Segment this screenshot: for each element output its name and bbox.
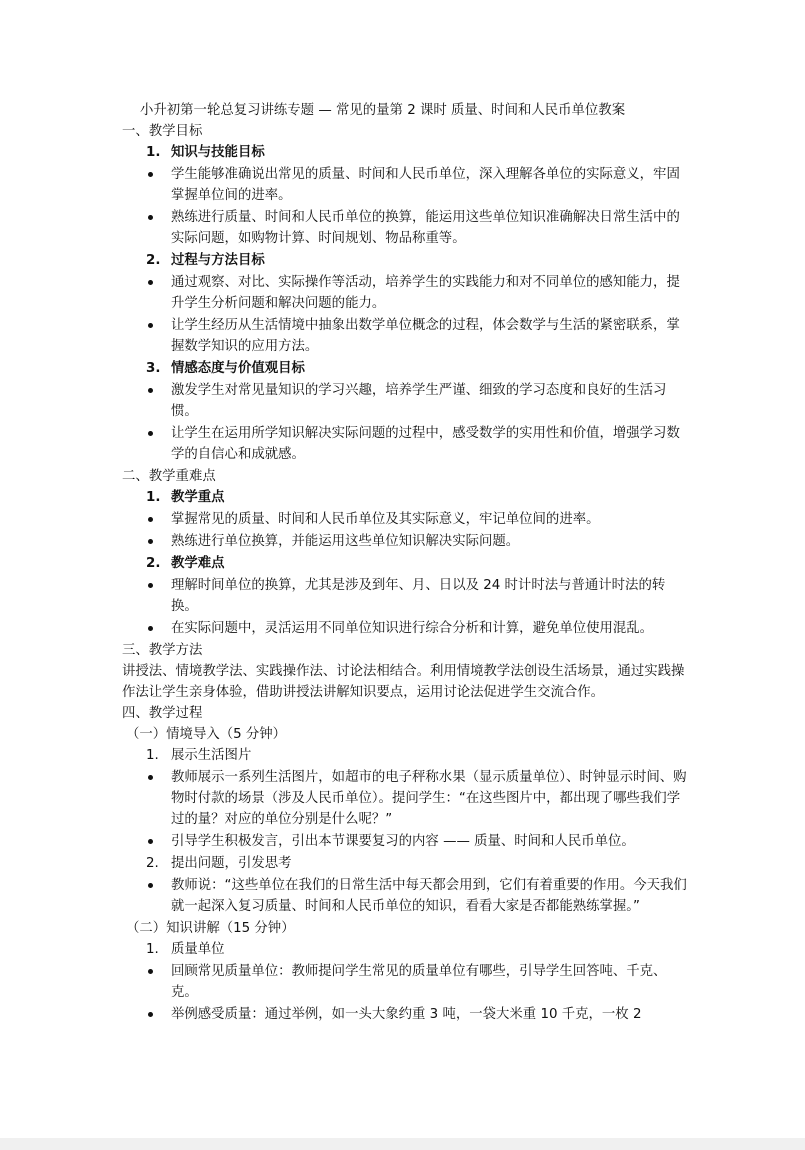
- bullet-icon: [146, 207, 171, 249]
- bullet-text: 理解时间单位的换算，尤其是涉及到年、月、日以及 24 时计时法与普通计时法的转换。: [171, 578, 666, 614]
- bullet-icon: [146, 509, 171, 530]
- bullet-icon: [146, 272, 171, 314]
- bullet-icon: [146, 423, 171, 465]
- bullet-icon: [146, 1004, 171, 1025]
- item-number: 1.: [146, 145, 161, 160]
- item-number: 1.: [146, 748, 159, 763]
- section-heading-goals: 一、教学目标: [122, 124, 203, 139]
- numbered-item: [146, 745, 687, 766]
- bullet-item: [146, 961, 687, 1003]
- bullet-item: [146, 509, 687, 530]
- item-label: 提出问题，引发思考: [171, 856, 292, 871]
- item-label: 教学难点: [171, 556, 225, 571]
- bullet-text: 举例感受质量：通过举例，如一头大象约重 3 吨，一袋大米重 10 千克，一枚 2: [171, 1007, 642, 1022]
- item-label: 情感态度与价值观目标: [171, 361, 305, 376]
- bullet-icon: [146, 961, 171, 1003]
- subsection-heading-lecture: （二）知识讲解（15 分钟）: [126, 921, 295, 936]
- bullet-item: [146, 875, 687, 917]
- item-number: 2.: [146, 556, 161, 571]
- item-label: 质量单位: [171, 942, 225, 957]
- bullet-text: 回顾常见质量单位：教师提问学生常见的质量单位有哪些，引导学生回答吨、千克、克。: [171, 964, 667, 1000]
- bullet-text: 熟练进行单位换算，并能运用这些单位知识解决实际问题。: [171, 534, 520, 549]
- bullet-text: 让学生经历从生活情境中抽象出数学单位概念的过程，体会数学与生活的紧密联系，掌握数学知识的应用方法。: [171, 318, 680, 354]
- bullet-text: 通过观察、对比、实际操作等活动，培养学生的实践能力和对不同单位的感知能力，提升学生分析问题和解决问题的能力。: [171, 275, 680, 311]
- item-label: 展示生活图片: [171, 748, 252, 763]
- section-heading-process: 四、教学过程: [122, 706, 203, 721]
- bullet-text: 熟练进行质量、时间和人民币单位的换算，能运用这些单位知识准确解决日常生活中的实际问题，如购物计算、时间规划、物品称重等。: [171, 210, 680, 246]
- subsection-heading-intro: （一）情境导入（5 分钟）: [126, 727, 287, 742]
- numbered-heading: [146, 142, 687, 163]
- bullet-item: [146, 423, 687, 465]
- bullet-item: [146, 575, 687, 617]
- item-number: 2.: [146, 856, 159, 871]
- page-bottom-band: [0, 1138, 805, 1150]
- numbered-heading: [146, 358, 687, 379]
- bullet-item: [146, 315, 687, 357]
- bullet-icon: [146, 531, 171, 552]
- bullet-text: 教师展示一系列生活图片，如超市的电子秤称水果（显示质量单位）、时钟显示时间、购物时付款的场景（涉及人民币单位）。提问学生：“在这些图片中，都出现了哪些我们学过的量？对应的单位分别是什么呢？”: [171, 770, 687, 827]
- bullet-icon: [146, 831, 171, 852]
- bullet-item: [146, 380, 687, 422]
- bullet-icon: [146, 767, 171, 830]
- bullet-text: 教师说：“这些单位在我们的日常生活中每天都会用到，它们有着重要的作用。今天我们就一起深入复习质量、时间和人民币单位的知识，看看大家是否都能熟练掌握。”: [171, 878, 687, 914]
- numbered-item: [146, 853, 687, 874]
- bullet-text: 学生能够准确说出常见的质量、时间和人民币单位，深入理解各单位的实际意义，牢固掌握单位间的进率。: [171, 167, 680, 203]
- item-label: 知识与技能目标: [171, 145, 265, 160]
- item-number: 1.: [146, 490, 161, 505]
- bullet-icon: [146, 618, 171, 639]
- numbered-heading: [146, 553, 687, 574]
- bullet-icon: [146, 575, 171, 617]
- item-number: 1.: [146, 942, 159, 957]
- section-heading-key-points: 二、教学重难点: [122, 469, 216, 484]
- document-body: [122, 100, 687, 1026]
- bullet-item: [146, 618, 687, 639]
- item-number: 2.: [146, 253, 161, 268]
- numbered-item: [146, 939, 687, 960]
- bullet-icon: [146, 380, 171, 422]
- bullet-icon: [146, 875, 171, 917]
- bullet-icon: [146, 315, 171, 357]
- bullet-text: 激发学生对常见量知识的学习兴趣，培养学生严谨、细致的学习态度和良好的生活习惯。: [171, 383, 667, 419]
- item-label: 教学重点: [171, 490, 225, 505]
- item-label: 过程与方法目标: [171, 253, 265, 268]
- bullet-text: 掌握常见的质量、时间和人民币单位及其实际意义，牢记单位间的进率。: [171, 512, 600, 527]
- bullet-text: 引导学生积极发言，引出本节课要复习的内容 —— 质量、时间和人民币单位。: [171, 834, 635, 849]
- document-title: 小升初第一轮总复习讲练专题 — 常见的量第 2 课时 质量、时间和人民币单位教案: [140, 103, 626, 118]
- bullet-item: [146, 531, 687, 552]
- bullet-text: 让学生在运用所学知识解决实际问题的过程中，感受数学的实用性和价值，增强学习数学的自信心和成就感。: [171, 426, 680, 462]
- numbered-heading: [146, 487, 687, 508]
- bullet-text: 在实际问题中，灵活运用不同单位知识进行综合分析和计算，避免单位使用混乱。: [171, 621, 654, 636]
- bullet-item: [146, 164, 687, 206]
- section-heading-methods: 三、教学方法: [122, 643, 203, 658]
- bullet-item: [146, 272, 687, 314]
- numbered-heading: [146, 250, 687, 271]
- bullet-item: [146, 767, 687, 830]
- bullet-icon: [146, 164, 171, 206]
- bullet-item: [146, 207, 687, 249]
- methods-paragraph: 讲授法、情境教学法、实践操作法、讨论法相结合。利用情境教学法创设生活场景，通过实践操作法让学生亲身体验，借助讲授法讲解知识要点，运用讨论法促进学生交流合作。: [122, 664, 685, 700]
- item-number: 3.: [146, 361, 161, 376]
- bullet-item: [146, 1004, 687, 1025]
- bullet-item: [146, 831, 687, 852]
